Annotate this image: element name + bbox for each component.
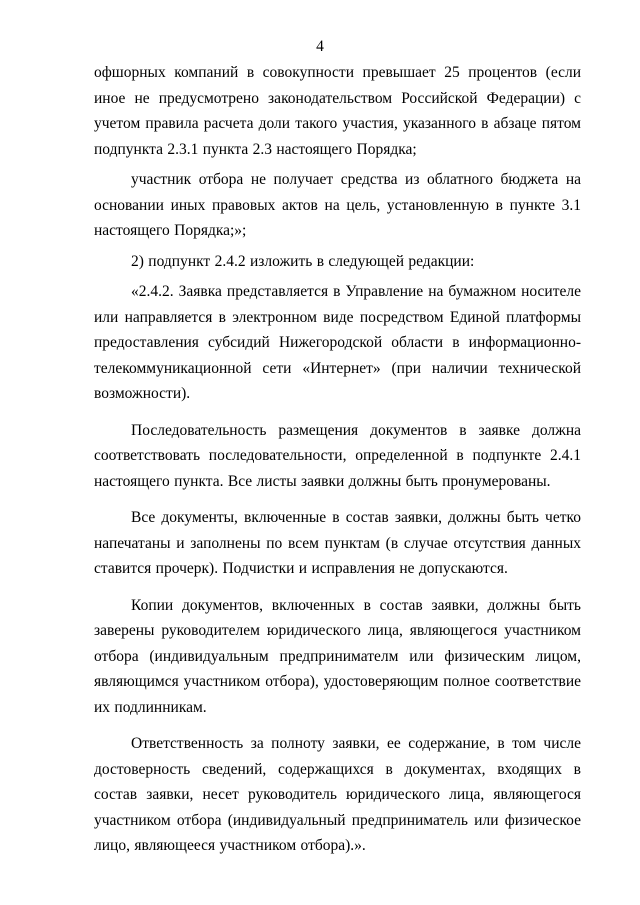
paragraph-amendment-heading: 2) подпункт 2.4.2 изложить в следующей редакции:: [131, 252, 475, 270]
paragraph-offshore-continuation: офшорных компаний в совокупности превышает 25 процентов (если иное не предусмотрено законодательством Российской Федерации) с учетом правила расчета доли такого участия, указанного в абзаце пятом подпункта 2.3.1 пункта 2.3 настоящего Порядка;: [94, 64, 581, 158]
document-body: [94, 60, 581, 859]
paragraph-responsibility: Ответственность за полноту заявки, ее содержание, в том числе достоверность сведений, содержащихся в документах, входящих в состав заявки, несет руководитель юридического лица, являющегося участником отбора (индивидуальный предприниматель или физическое лицо, являющееся участником отбора).».: [94, 735, 581, 854]
paragraph-budget-condition: участник отбора не получает средства из облатного бюджета на основании иных правовых актов на цель, установленную в пункте 3.1 настоящего Порядка;»;: [94, 171, 581, 239]
paragraph-document-order: Последовательность размещения документов в заявке должна соответствовать последовательности, определенной в подпункте 2.4.1 настоящего пункта. Все листы заявки должны быть пронумерованы.: [94, 421, 581, 490]
paragraph-copy-certification: Копии документов, включенных в состав заявки, должны быть заверены руководителем юридического лица, являющегося участником отбора (индивидуальным предпринимателм или физическим лицом, являющимся участником отбора), удостоверяющим полное соответствие их подлинникам.: [94, 596, 581, 716]
paragraph-document-quality: Все документы, включенные в состав заявки, должны быть четко напечатаны и заполнены по всем пунктам (в случае отсутствия данных ставится прочерк). Подчистки и исправления не допускаются.: [94, 509, 581, 577]
paragraph-application-submission: «2.4.2. Заявка представляется в Управление на бумажном носителе или направляется в электронном виде посредством Единой платформы предоставления субсидий Нижегородской области в информационно-телекоммуникационной сети «Интернет» (при наличии технической возможности).: [94, 283, 581, 402]
page-number: 4: [316, 38, 324, 55]
